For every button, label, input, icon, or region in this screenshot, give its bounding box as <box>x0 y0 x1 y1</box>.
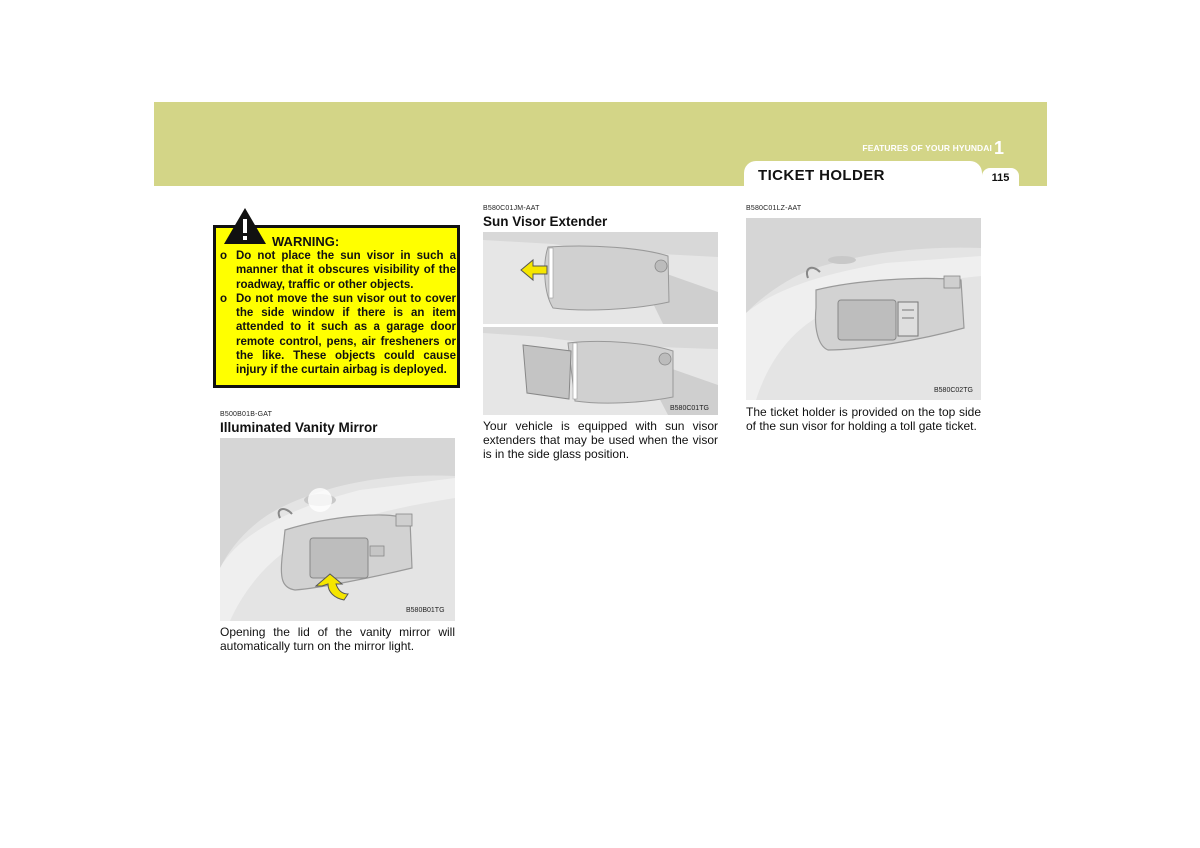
extender-text: Your vehicle is equipped with sun visor extenders that may be used when the visor is in the side glass position. <box>483 419 718 461</box>
vanity-mirror-illustration <box>220 438 455 621</box>
page-number: 115 <box>991 172 1010 184</box>
exclamation-triangle-icon <box>222 206 268 246</box>
page-title: TICKET HOLDER <box>758 167 885 184</box>
vanity-section <box>220 411 455 435</box>
section-code: B500B01B-GAT <box>220 411 273 418</box>
ticket-holder-illustration <box>746 218 981 400</box>
image-code: B580B01TG <box>406 607 445 614</box>
ticket-section <box>746 205 981 212</box>
chapter-number: 1 <box>994 138 1005 158</box>
section-heading: Illuminated Vanity Mirror <box>220 420 378 435</box>
extender-illustration-top <box>483 232 718 324</box>
ticket-text: The ticket holder is provided on the top side of the sun visor for holding a toll gate ticket. <box>746 405 981 433</box>
image-code: B580C01TG <box>670 405 709 412</box>
bullet: o <box>220 292 228 305</box>
warning-item-text: Do not move the sun visor out to cover the side window if there is an item attended to it such as a garage door remote control, pens, air fresheners or the like. These objects could cause injury if the curtain airbag is deployed. <box>236 292 456 377</box>
bullet: o <box>220 250 228 262</box>
section-code: B580C01LZ-AAT <box>746 205 802 212</box>
image-code: B580C02TG <box>934 387 973 394</box>
extender-illustration-bottom <box>483 327 718 415</box>
section-label: FEATURES OF YOUR HYUNDAI <box>862 143 992 153</box>
section-code: B580C01JM-AAT <box>483 205 540 212</box>
warning-item-text: Do not place the sun visor in such a manner that it obscures visibility of the roadway, traffic or other objects. <box>236 250 456 291</box>
section-heading: Sun Visor Extender <box>483 214 608 229</box>
warning-list <box>220 249 456 378</box>
vanity-text: Opening the lid of the vanity mirror will automatically turn on the mirror light. <box>220 625 455 653</box>
warning-title: WARNING: <box>272 234 340 249</box>
warning-item <box>220 249 456 292</box>
warning-item <box>220 292 456 378</box>
extender-section <box>483 205 718 229</box>
